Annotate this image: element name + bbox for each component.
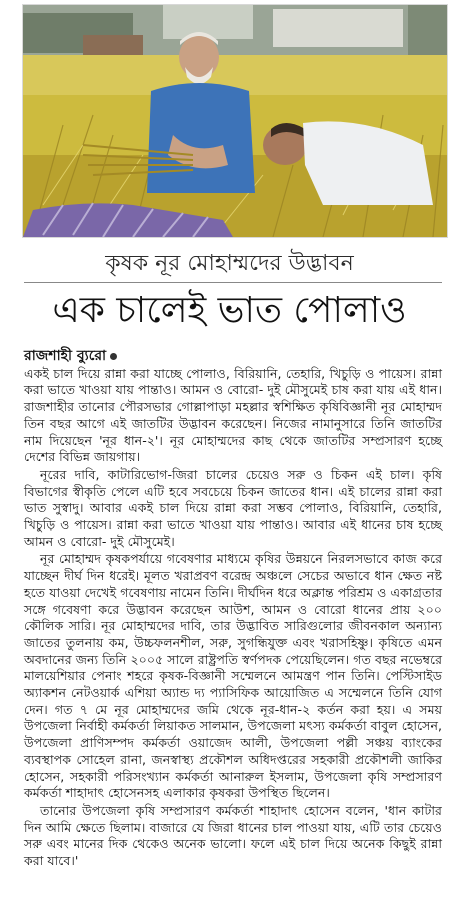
paragraph: নূরের দাবি, কাটারিভোগ-জিরা চালের চেয়েও সরু ও চিকন এই চাল। কৃষি বিভাগের স্বীকৃতি পেলে এটি হবে সবচেয়ে চিকন জাতের ধান। এই চালের রান্না করা ভাত সুস্বাদু। আবার একই চাল দিয়ে রান্না করা সম্ভব পোলাও, বিরিয়ানি, তেহারি, খিচুড়ি ও পায়েস। রান্না করা ভাতে খাওয়া যায় পান্তাও। আবার এই ধানের চাষ হচ্ছে আমন ও বোরো- দুই মৌসুমেই। (24, 466, 442, 549)
kicker-subheading: কৃষক নূর মোহাম্মদের উদ্ভাবন (105, 251, 354, 276)
headline: এক চালেই ভাত পোলাও (52, 290, 407, 331)
paragraph: একই চাল দিয়ে রান্না করা যাচ্ছে পোলাও, বিরিয়ানি, তেহারি, খিচুড়ি ও পায়েস। রান্না করা ভাতে খাওয়া যায় পান্তাও। আমন ও বোরো- দুই মৌসুমেই চাষ করা যায় এই ধান। রাজশাহীর তানোর পৌরসভার গোল্লাপাড়া মহল্লার স্বশিক্ষিত কৃষিবিজ্ঞানী নূর মোহাম্মদ তিন বছর আগে এই জাতটির উদ্ভাবন করেছেন। নিজের নামানুসারে তিনি জাতটির নাম দিয়েছেন 'নূর ধান-২'। নূর মোহাম্মদের কাছ থেকে জাতটির সম্প্রসারণ হচ্ছে দেশের বিভিন্ন জায়গায়। (24, 365, 442, 465)
article-body (24, 348, 442, 870)
rice-field-photo-icon (23, 5, 447, 237)
paragraph: তানোর উপজেলা কৃষি সম্প্রসারণ কর্মকর্তা শাহাদাৎ হোসেন বলেন, 'ধান কাটার দিন আমি ক্ষেতে ছিলাম। বাজারে যে জিরা ধানের চাল পাওয়া যায়, এটি তার চেয়েও সরু এবং মানের দিক থেকেও অনেক ভালো। ফলে এই চাল দিয়ে অনেক কিছুই রান্না করা যাবে।' (24, 802, 442, 869)
rice-field-photo (22, 4, 448, 238)
paragraph: নূর মোহাম্মদ কৃষকপর্যায়ে গবেষণার মাধ্যমে কৃষির উন্নয়নে নিরলসভাবে কাজ করে যাচ্ছেন দীর্ঘ দিন ধরেই। মূলত খরাপ্রবণ বরেন্দ্র অঞ্চলে সেচের অভাবে ধান ক্ষেত নষ্ট হতে যাওয়া দেখেই গবেষণায় নামেন তিনি। দীর্ঘদিন ধরে অক্লান্ত পরিশ্রম ও একাগ্রতার সঙ্গে গবেষণা করে উদ্ভাবন করেছেন আউশ, আমন ও বোরো ধানের প্রায় ২০০ কৌলিক সারি। নূর মোহাম্মদের দাবি, তার উদ্ভাবিত সারিগুলোর জীবনকাল অন্যান্য জাতের তুলনায় কম, উচ্চফলনশীল, সরু, সুগন্ধিযুক্ত এবং খরাসহিষ্ণু। কৃষিতে এমন অবদানের জন্য তিনি ২০০৫ সালে রাষ্ট্রপতি স্বর্ণপদক পেয়েছিলেন। গত বছর নভেম্বরে মালয়েশিয়ার পেনাং শহরে কৃষক-বিজ্ঞানী সম্মেলনে আমন্ত্রণ পান তিনি। পেস্টিসাইড অ্যাকশন নেটওয়ার্ক এশিয়া অ্যান্ড দ্য প্যাসিফিক আয়োজিত এ সম্মেলনে তিনি যোগ দেন। গত ৭ মে নূর মোহাম্মদের জমি থেকে নূর-ধান-২ কর্তন করা হয়। এ সময় উপজেলা নির্বাহী কর্মকর্তা লিয়াকত সালমান, উপজেলা মৎস্য কর্মকর্তা বাবুল হোসেন, উপজেলা প্রাণিসম্পদ কর্মকর্তা ওয়াজেদ আলী, উপজেলা পল্লী সঞ্চয় ব্যাংকের ব্যবস্থাপক সোহেল রানা, জনস্বাস্থ্য প্রকৌশল অধিদপ্তরের সহকারী প্রকৌশলী জাকির হোসেন, সহকারী পরিসংখ্যান কর্মকর্তা আনারুল ইসলাম, উপজেলা কৃষি সম্প্রসারণ কর্মকর্তা শাহাদাৎ হোসেনসহ এলাকার কৃষকরা উপস্থিত ছিলেন। (24, 551, 442, 801)
byline-text: রাজশাহী ব্যুরো (24, 348, 107, 364)
divider (24, 282, 442, 283)
byline (24, 348, 442, 365)
bullet-icon (110, 353, 117, 360)
